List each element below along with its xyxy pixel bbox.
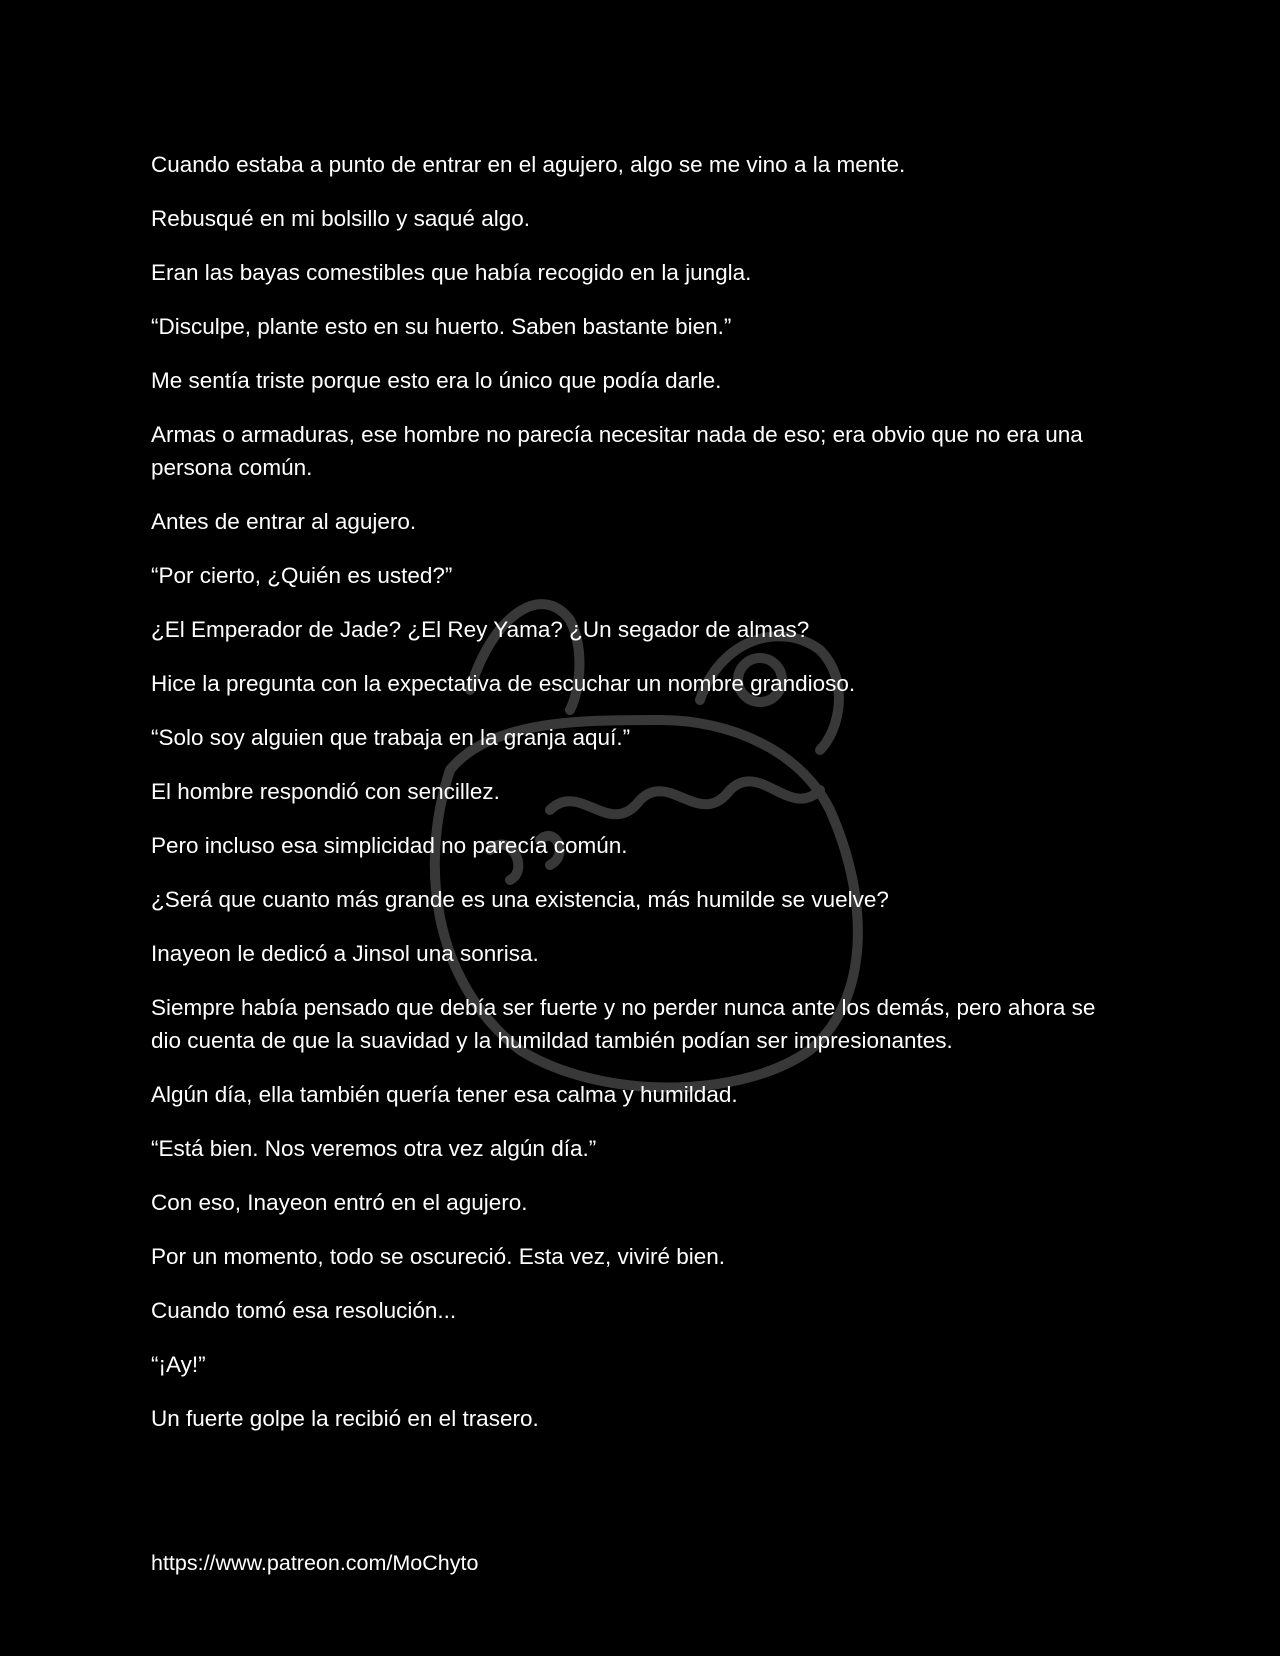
story-text bbox=[151, 148, 1111, 1456]
paragraph: Inayeon le dedicó a Jinsol una sonrisa. bbox=[151, 941, 539, 966]
paragraph: Un fuerte golpe la recibió en el trasero. bbox=[151, 1406, 539, 1431]
paragraph: Me sentía triste porque esto era lo único que podía darle. bbox=[151, 368, 722, 393]
patreon-link[interactable]: https://www.patreon.com/MoChyto bbox=[151, 1551, 479, 1575]
paragraph: ¿Será que cuanto más grande es una existencia, más humilde se vuelve? bbox=[151, 887, 889, 912]
paragraph: Algún día, ella también quería tener esa calma y humildad. bbox=[151, 1082, 738, 1107]
paragraph: Armas o armaduras, ese hombre no parecía necesitar nada de eso; era obvio que no era una persona común. bbox=[151, 422, 1083, 480]
paragraph: Eran las bayas comestibles que había recogido en la jungla. bbox=[151, 260, 752, 285]
paragraph: El hombre respondió con sencillez. bbox=[151, 779, 500, 804]
paragraph: Cuando estaba a punto de entrar en el agujero, algo se me vino a la mente. bbox=[151, 152, 906, 177]
paragraph: Siempre había pensado que debía ser fuerte y no perder nunca ante los demás, pero ahora se dio cuenta de que la suavidad y la humildad también podían ser impresionantes. bbox=[151, 995, 1096, 1053]
paragraph: “Solo soy alguien que trabaja en la granja aquí.” bbox=[151, 725, 631, 750]
paragraph: Cuando tomó esa resolución... bbox=[151, 1298, 457, 1323]
paragraph: “Por cierto, ¿Quién es usted?” bbox=[151, 563, 453, 588]
paragraph: “Disculpe, plante esto en su huerto. Saben bastante bien.” bbox=[151, 314, 732, 339]
paragraph: Hice la pregunta con la expectativa de escuchar un nombre grandioso. bbox=[151, 671, 856, 696]
paragraph: Por un momento, todo se oscureció. Esta vez, viviré bien. bbox=[151, 1244, 726, 1269]
paragraph: Con eso, Inayeon entró en el agujero. bbox=[151, 1190, 528, 1215]
paragraph: “¡Ay!” bbox=[151, 1352, 206, 1377]
paragraph: Pero incluso esa simplicidad no parecía común. bbox=[151, 833, 628, 858]
paragraph: Antes de entrar al agujero. bbox=[151, 509, 417, 534]
paragraph: ¿El Emperador de Jade? ¿El Rey Yama? ¿Un segador de almas? bbox=[151, 617, 810, 642]
paragraph: “Está bien. Nos veremos otra vez algún día.” bbox=[151, 1136, 597, 1161]
paragraph: Rebusqué en mi bolsillo y saqué algo. bbox=[151, 206, 530, 231]
